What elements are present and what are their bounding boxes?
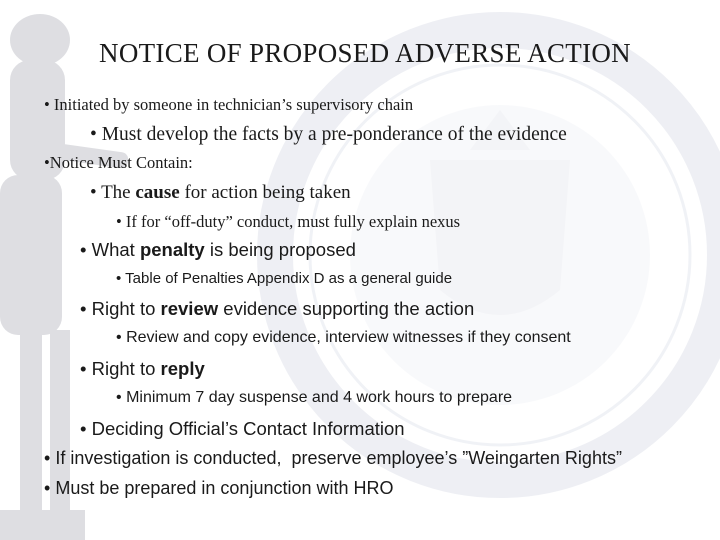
bullet-text: Must be prepared in conjunction with HRO (55, 478, 394, 498)
bullet-icon: • (80, 239, 87, 260)
bullet-text: Review and copy evidence, interview witnesses if they consent (126, 329, 571, 346)
bullet-line (44, 448, 622, 469)
bullet-line (116, 389, 512, 407)
bullet-line (90, 182, 351, 204)
slide-title: NOTICE OF PROPOSED ADVERSE ACTION (99, 38, 631, 68)
bullet-line (44, 478, 394, 499)
bullet-line (80, 418, 405, 440)
bullet-text: If for “off-duty” conduct, must fully explain nexus (125, 212, 461, 231)
bullet-text: Table of Penalties Appendix D as a general guide (125, 270, 453, 287)
bullet-line (80, 298, 474, 320)
bullet-text: If investigation is conducted, preserve employee’s ”Weingarten Rights” (55, 448, 622, 468)
bullet-icon: • (116, 389, 122, 406)
bullet-icon: • (116, 270, 122, 287)
bullet-line (80, 358, 205, 380)
bullet-text: Must develop the facts by a pre-ponderance of the evidence (101, 124, 567, 145)
bullet-icon: • (116, 329, 122, 346)
bullet-icon: • (116, 212, 122, 231)
bullet-icon: • (44, 448, 51, 468)
bullet-icon: • (44, 153, 50, 172)
bullet-line (44, 153, 193, 173)
bullet-line (116, 212, 460, 232)
bullet-text: Notice Must Contain: (49, 153, 193, 172)
bullet-icon: • (44, 95, 50, 114)
bullet-line (90, 124, 567, 146)
bullet-icon: • (80, 298, 87, 319)
bullet-line (116, 329, 571, 347)
bullet-icon: • (80, 418, 87, 439)
bullet-icon: • (44, 478, 51, 498)
bullet-text: The cause for action being taken (101, 182, 351, 203)
bullet-text: Initiated by someone in technician’s supervisory chain (53, 95, 414, 114)
bullet-line (80, 239, 356, 261)
bullet-icon: • (80, 358, 87, 379)
bullet-icon: • (90, 124, 97, 145)
bullet-text: Minimum 7 day suspense and 4 work hours to prepare (126, 389, 513, 406)
bullet-text: Deciding Official’s Contact Information (91, 418, 405, 439)
bullet-icon: • (90, 182, 97, 203)
bullet-text: What penalty is being proposed (91, 239, 356, 260)
bullet-line (44, 95, 413, 115)
bullet-text: Right to review evidence supporting the action (91, 298, 475, 319)
bullet-text: Right to reply (91, 358, 205, 379)
bullet-line (116, 270, 452, 287)
